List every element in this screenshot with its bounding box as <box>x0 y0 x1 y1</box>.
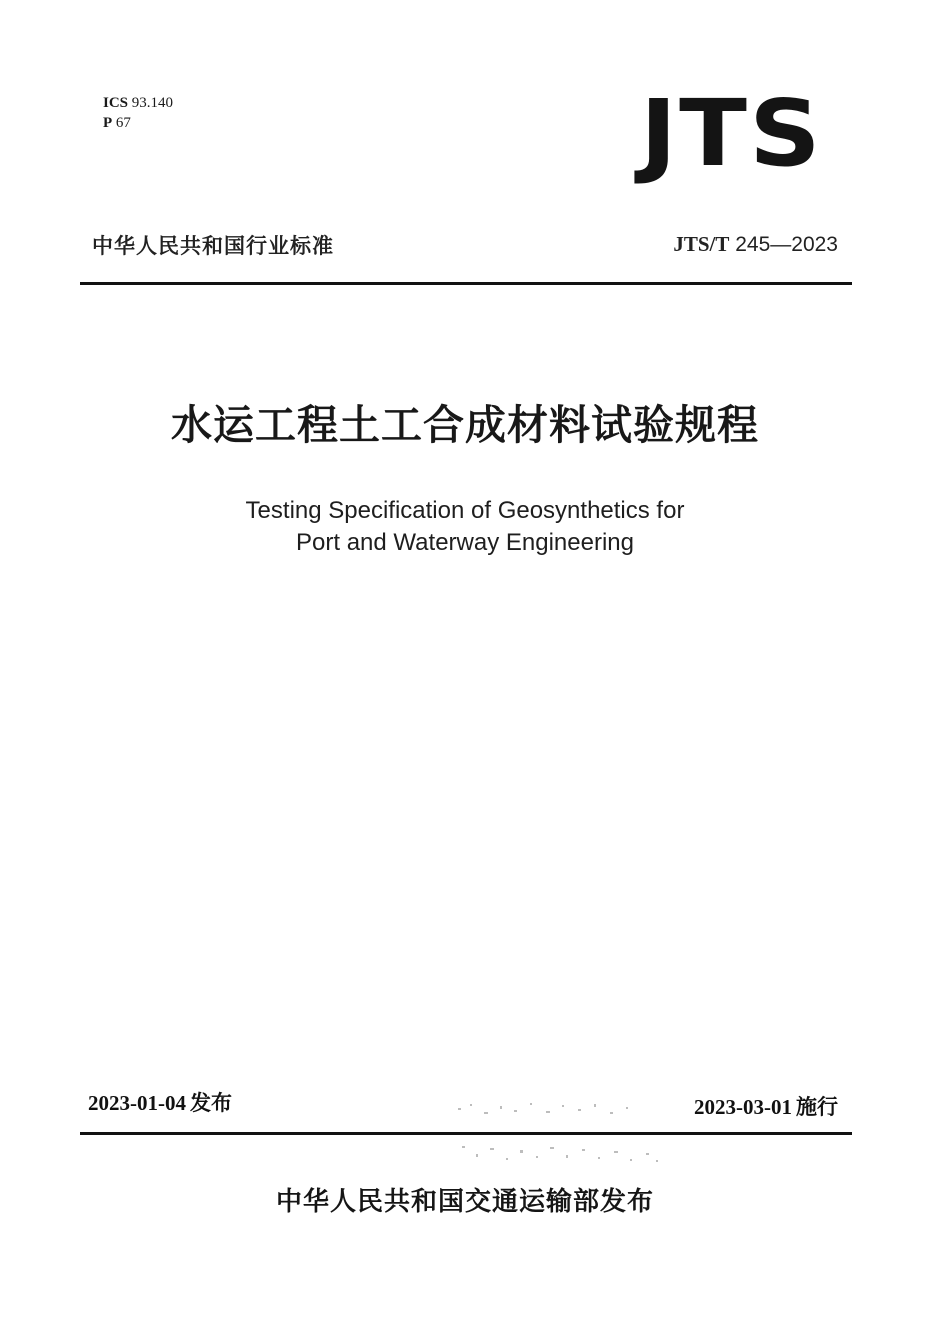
ics-code: 93.140 <box>131 95 174 111</box>
standard-number <box>673 232 838 257</box>
jts-logo: JTS <box>640 80 823 187</box>
issue-date-value: 2023-01-04 <box>88 1091 186 1115</box>
ccs-classification <box>103 114 131 132</box>
title-english-line-2: Port and Waterway Engineering <box>296 529 634 556</box>
seal-residue-speckle <box>450 1098 670 1178</box>
ics-label: ICS <box>103 95 129 111</box>
standard-code: 245—2023 <box>735 233 838 256</box>
ics-classification <box>103 94 173 112</box>
issue-date-label: 发布 <box>190 1091 232 1115</box>
effective-date-label: 施行 <box>796 1095 838 1119</box>
issue-date <box>88 1087 232 1117</box>
ccs-label: P <box>103 115 113 131</box>
effective-date <box>694 1091 838 1121</box>
bottom-divider <box>80 1132 852 1135</box>
title-english-line-1: Testing Specification of Geosynthetics for <box>245 497 685 524</box>
effective-date-value: 2023-03-01 <box>694 1095 792 1119</box>
standard-category: 中华人民共和国行业标准 <box>92 234 334 258</box>
standard-prefix: JTS/T <box>673 232 730 256</box>
top-divider <box>80 282 852 285</box>
ccs-code: 67 <box>115 115 131 131</box>
publisher: 中华人民共和国交通运输部发布 <box>275 1187 654 1217</box>
title-chinese: 水运工程土工合成材料试验规程 <box>171 401 759 449</box>
